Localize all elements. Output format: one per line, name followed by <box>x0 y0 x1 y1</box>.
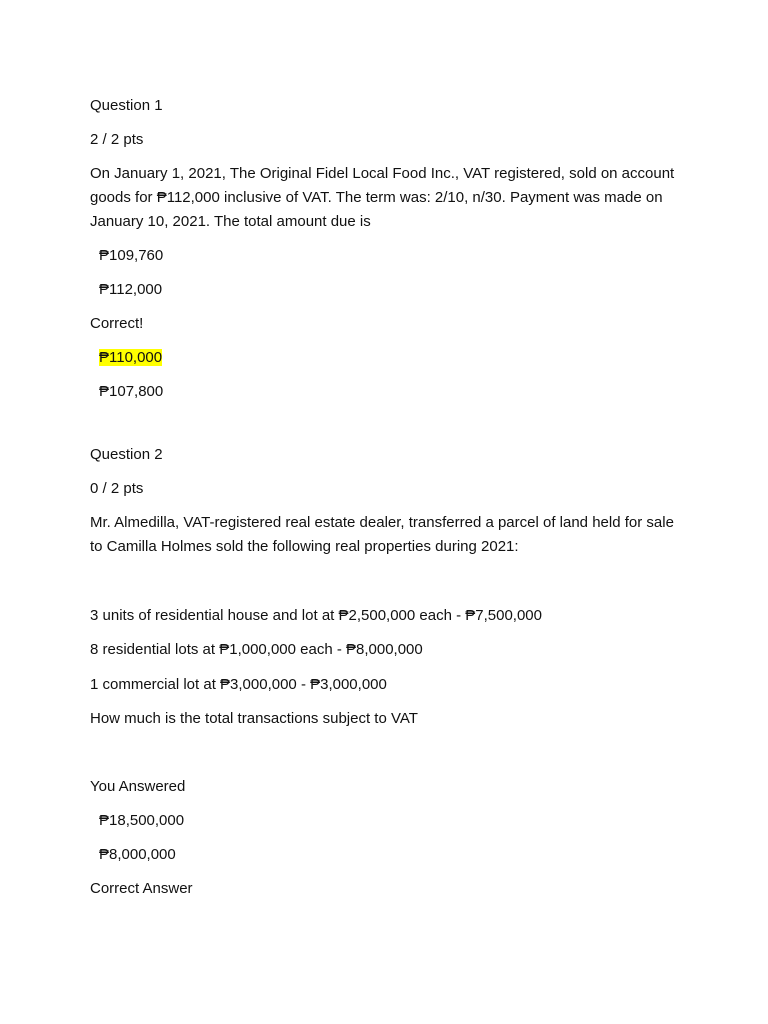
property-item: 3 units of residential house and lot at ₱2,500,000 each - ₱7,500,000 <box>90 607 542 624</box>
highlighted-answer: ₱110,000 <box>99 349 163 366</box>
answer-option: ₱18,500,000 <box>99 812 185 829</box>
answer-option: ₱109,760 <box>99 247 164 264</box>
correct-label: Correct! <box>90 315 144 332</box>
question-1-score: 2 / 2 pts <box>90 131 144 148</box>
question-1-text: On January 1, 2021, The Original Fidel Local Food Inc., VAT registered, sold on account goods for ₱112,000 inclusive of VAT. The term was: 2/10, n/30. Payment was made on January 10, 2021. The total amount due is <box>90 165 675 230</box>
question-1-title: Question 1 <box>90 97 163 114</box>
answer-option: ₱8,000,000 <box>99 846 176 863</box>
question-2-title: Question 2 <box>90 446 163 463</box>
property-item: 8 residential lots at ₱1,000,000 each - ₱8,000,000 <box>90 641 423 658</box>
answer-option: ₱107,800 <box>99 383 164 400</box>
correct-answer-option <box>90 346 162 370</box>
question-2-score: 0 / 2 pts <box>90 480 144 497</box>
correct-answer-label: Correct Answer <box>90 880 193 897</box>
question-2-prompt: How much is the total transactions subject to VAT <box>90 710 418 727</box>
you-answered-label: You Answered <box>90 778 186 795</box>
question-2-text: Mr. Almedilla, VAT-registered real estate dealer, transferred a parcel of land held for sale to Camilla Holmes sold the following real properties during 2021: <box>90 514 674 555</box>
property-item: 1 commercial lot at ₱3,000,000 - ₱3,000,000 <box>90 676 387 693</box>
answer-option: ₱112,000 <box>99 281 163 298</box>
